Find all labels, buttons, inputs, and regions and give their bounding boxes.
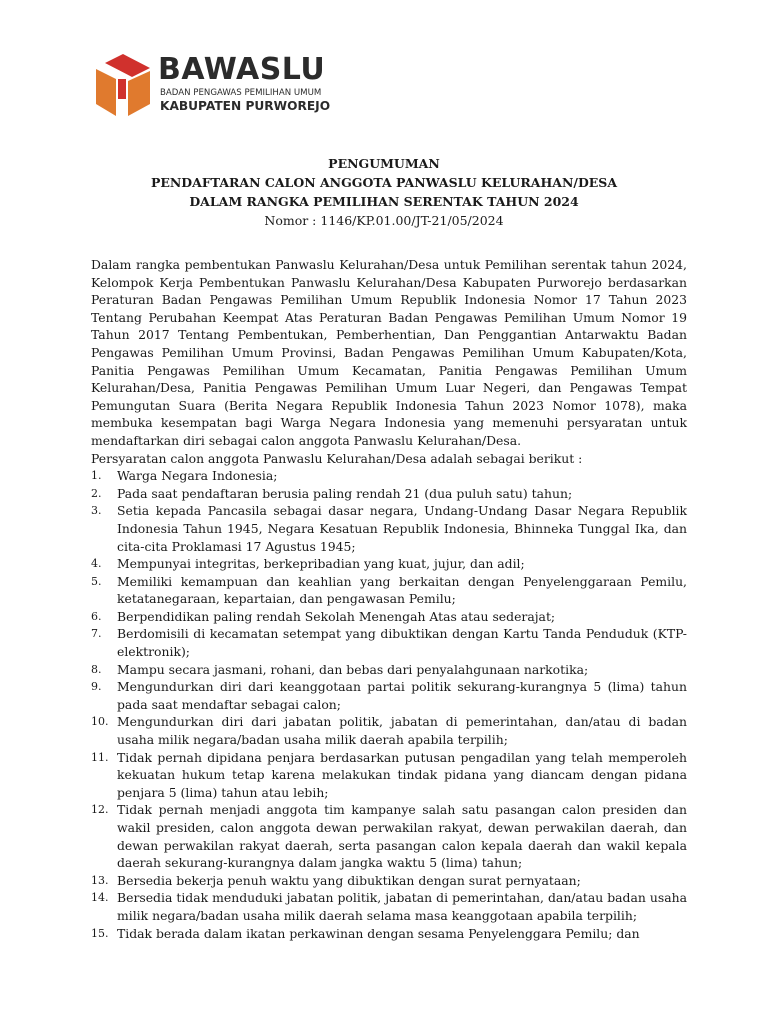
requirements-intro: Persyaratan calon anggota Panwaslu Kelurahan/Desa adalah sebagai berikut : [91,450,583,466]
list-item: 14. Bersedia tidak menduduki jabatan politik, jabatan di pemerintahan, dan/atau badan usaha milik negara/badan usaha milik daerah selama masa keanggotaan apabila terpilih; [91,890,687,923]
list-item: 1. Warga Negara Indonesia; [91,468,278,484]
list-item: 2. Pada saat pendaftaran berusia paling rendah 21 (dua puluh satu) tahun; [91,485,573,501]
list-item: 6. Berpendidikan paling rendah Sekolah Menengah Atas atau sederajat; [91,608,556,624]
list-item: 3. Setia kepada Pancasila sebagai dasar negara, Undang-Undang Dasar Negara Republik Indonesia Tahun 1945, Negara Kesatuan Republik Indonesia, Bhinneka Tunggal Ika, dan cita-cita Proklamasi 17 Agustus 1945; [91,503,687,554]
list-item: 9. Mengundurkan diri dari keanggotaan partai politik sekurang-kurangnya 5 (lima) tahun pada saat mendaftar sebagai calon; [91,679,687,712]
announcement-subtitle-line2: DALAM RANGKA PEMILIHAN SERENTAK TAHUN 2024 [189,194,579,209]
list-item: 10. Mengundurkan diri dari jabatan politik, jabatan di pemerintahan, dan/atau di badan usaha milik negara/badan usaha milik daerah apabila terpilih; [91,714,687,748]
announcement-subtitle-line1: PENDAFTARAN CALON ANGGOTA PANWASLU KELURAHAN/DESA [150,175,618,190]
intro-paragraph: Dalam rangka pembentukan Panwaslu Kelurahan/Desa untuk Pemilihan serentak tahun 2024, Kelompok Kerja Pembentukan Panwaslu Kelurahan/Desa Kabupaten Purworejo berdasarkan Peraturan Badan Pengawas Pemilihan Umum Republik Indonesia Nomor 17 Tahun 2023 Tentang Perubahan Keempat Atas Peraturan Badan Pengawas Pemilihan Umum Nomor 19 Tahun 2017 Tentang Pembentukan, Pemberhentian, Dan Penggantian Antarwaktu Badan Pengawas Pemilihan Umum Provinsi, Badan Pengawas Pemilihan Umum Kabupaten/Kota, Panitia Pengawas Pemilihan Umum Kecamatan, Panitia Pengawas Pemilihan Umum Kelurahan/Desa, Panitia Pengawas Pemilihan Umum Luar Negeri, dan Pengawas Tempat Pemungutan Suara (Berita Negara Republik Indonesia Tahun 2023 Nomor 1078), maka membuka kesempatan bagi Warga Negara Indonesia yang memenuhi persyaratan untuk mendaftarkan diri sebagai calon anggota Panwaslu Kelurahan/Desa. [91,257,687,448]
announcement-header [0,154,768,230]
logo-region: KABUPATEN PURWOREJO [160,99,331,113]
list-item: 5. Memiliki kemampuan dan keahlian yang berkaitan dengan Penyelenggaraan Pemilu, ketatanegaraan, kepartaian, dan pengawasan Pemilu; [91,573,687,607]
announcement-body [91,256,687,942]
list-item: 11. Tidak pernah dipidana penjara berdasarkan putusan pengadilan yang telah memperoleh kekuatan hukum tetap karena melakukan tindak pidana yang diancam dengan pidana penjara 5 (lima) tahun atau lebih; [91,749,687,800]
list-item: 8. Mampu secara jasmani, rohani, dan bebas dari penyalahgunaan narkotika; [91,661,589,677]
list-item: 12. Tidak pernah menjadi anggota tim kampanye salah satu pasangan calon presiden dan wakil presiden, calon anggota dewan perwakilan rakyat, dewan perwakilan daerah, dan dewan perwakilan rakyat daerah, serta pasangan calon kepala daerah dan wakil kepala daerah sekurang-kurangnya dalam jangka waktu 5 (lima) tahun; [91,802,687,871]
bawaslu-logo [94,52,334,118]
list-item: 13. Bersedia bekerja penuh waktu yang dibuktikan dengan surat pernyataan; [91,872,581,888]
announcement-title: PENGUMUMAN [328,156,440,171]
list-item: 7. Berdomisili di kecamatan setempat yang dibuktikan dengan Kartu Tanda Penduduk (KTP-elektronik); [91,626,687,660]
requirements-list [91,467,687,942]
list-item: 4. Mempunyai integritas, berkepribadian yang kuat, jujur, dan adil; [91,556,525,572]
logo-subtitle: BADAN PENGAWAS PEMILIHAN UMUM [160,88,322,98]
bawaslu-emblem-icon [94,52,152,118]
logo-name: BAWASLU [158,52,326,87]
document-number: Nomor : 1146/KP.01.00/JT-21/05/2024 [264,213,504,228]
list-item: 15. Tidak berada dalam ikatan perkawinan dengan sesama Penyelenggara Pemilu; dan [91,925,640,941]
